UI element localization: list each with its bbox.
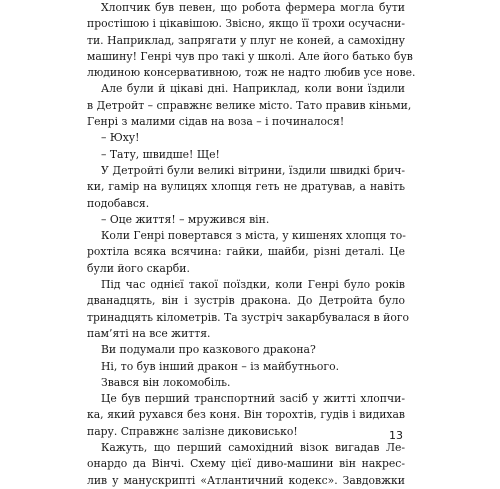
text-line: Хлопчик був певен, що робота фермера могла бути [101,1,405,14]
text-line: У Детройті були великі вітрини, їздили швидкі брич- [101,163,405,177]
text-line: пам’яті на все життя. [87,326,211,340]
text-line: Ви подумали про казкового дракона? [101,343,316,357]
text-line: Але були й цікаві дні. Наприклад, коли вони їздили [101,82,405,96]
text-line: в Детройт – справжнє велике місто. Тато правив кіньми, [87,98,412,112]
text-line: пару. Справжнє залізне диковисько! [87,424,298,438]
text-line: були його скарби. [87,261,190,275]
text-line: машину! Генрі чув про такі у школі. Але його батько був [87,49,413,63]
text-line: Під час однієї такої поїздки, коли Генрі було років [101,278,405,292]
text-line: лив у манускрипті «Атлантичний кодекс». Завдовжки [87,473,405,487]
text-line: Ні, то був інший дракон – із майбутнього. [101,359,340,373]
text-line: – Оце життя! – мружився він. [101,212,270,226]
text-line: Це був перший транспортний засіб у житті хлопчи- [101,392,405,406]
text-line: Звався він локомобіль. [101,375,231,389]
text-line: ка, який рухався без коня. Він торохтів, гудів і видихав [87,408,405,422]
text-line: ки, гамір на вулицях хлопця геть не дратував, а навіть [87,180,405,194]
text-line: дванадцять, він і зустрів дракона. До Детройта було [87,294,405,308]
text-line: Коли Генрі повертався з міста, у кишенях хлопця то- [101,229,406,243]
text-line: ти. Наприклад, запрягати у плуг не коней, а самохідну [87,33,405,47]
text-line: – Тату, швидше! Ще! [101,147,220,161]
text-line: – Юху! [101,131,140,145]
text-line: подобався. [87,196,150,210]
text-line: Кажуть, що перший самохідний візок вигадав Ле- [101,441,405,455]
text-line: тринадцять кілометрів. Та зустріч закарбувалася в його [87,310,410,324]
text-line: онардо да Вінчі. Схему цієї диво-машини він накрес- [87,457,405,471]
body-text [87,0,416,489]
text-line: рохтіла всяка всячина: гайки, шайби, різні деталі. Це [87,245,405,259]
text-line: людиною консервативною, тож не надто любив усе нове. [87,66,416,80]
text-line: простішою і цікавішою. Звісно, якщо її трохи осучасни- [87,17,405,31]
text-line: Генрі з малими сідав на воза – і починалося! [87,115,345,129]
page-number: 13 [389,429,403,442]
